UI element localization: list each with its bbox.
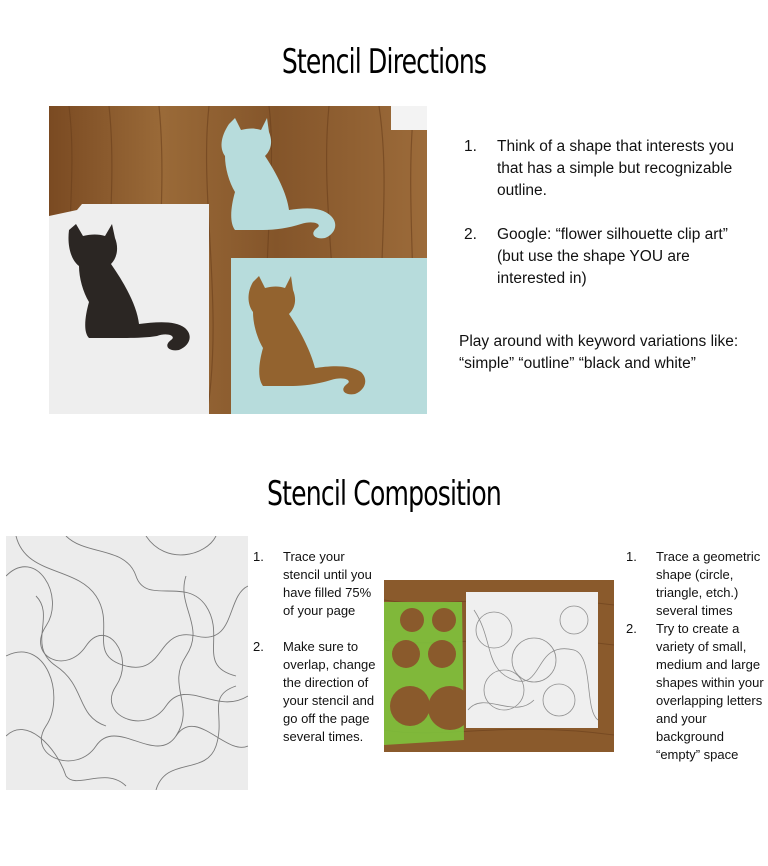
list-item: 1. Trace a geometric shape (circle, triangle, etch.) several times <box>626 549 761 618</box>
list-item: 1. Think of a shape that interests you that has a simple but recognizable outline. <box>464 138 734 199</box>
step-text: Think of a shape that interests you that has a simple but recognizable outline. <box>497 138 734 199</box>
step-text: Try to create a variety of small, medium and large shapes within your overlapping letters and your background “empty” space <box>656 621 764 762</box>
composition-steps-right <box>626 548 766 764</box>
composition-steps-left <box>253 548 383 764</box>
step-text: Trace a geometric shape (circle, triangle, etch.) several times <box>656 549 761 618</box>
page-title-composition: Stencil Composition <box>267 474 501 514</box>
cat-stencil-photo <box>49 106 427 414</box>
step-text: Make sure to overlap, change the direction of your stencil and go off the page several times. <box>283 639 376 744</box>
page-title-directions: Stencil Directions <box>281 42 487 82</box>
shape-template-photo <box>384 580 614 752</box>
directions-steps <box>464 136 734 312</box>
list-item: 2. Google: “flower silhouette clip art” (but use the shape YOU are interested in) <box>464 226 728 287</box>
list-item: 1. Trace your stencil until you have filled 75% of your page <box>253 549 372 618</box>
step-text: Google: “flower silhouette clip art” (but use the shape YOU are interested in) <box>497 226 728 287</box>
keyword-tip: Play around with keyword variations like: “simple” “outline” “black and white” <box>459 333 739 372</box>
list-item: 2. Try to create a variety of small, medium and large shapes within your overlapping letters and your background “empty” space <box>626 621 764 762</box>
step-text: Trace your stencil until you have filled 75% of your page <box>283 549 372 618</box>
traced-lines-photo <box>6 536 248 790</box>
list-item: 2. Make sure to overlap, change the direction of your stencil and go off the page several times. <box>253 639 376 744</box>
